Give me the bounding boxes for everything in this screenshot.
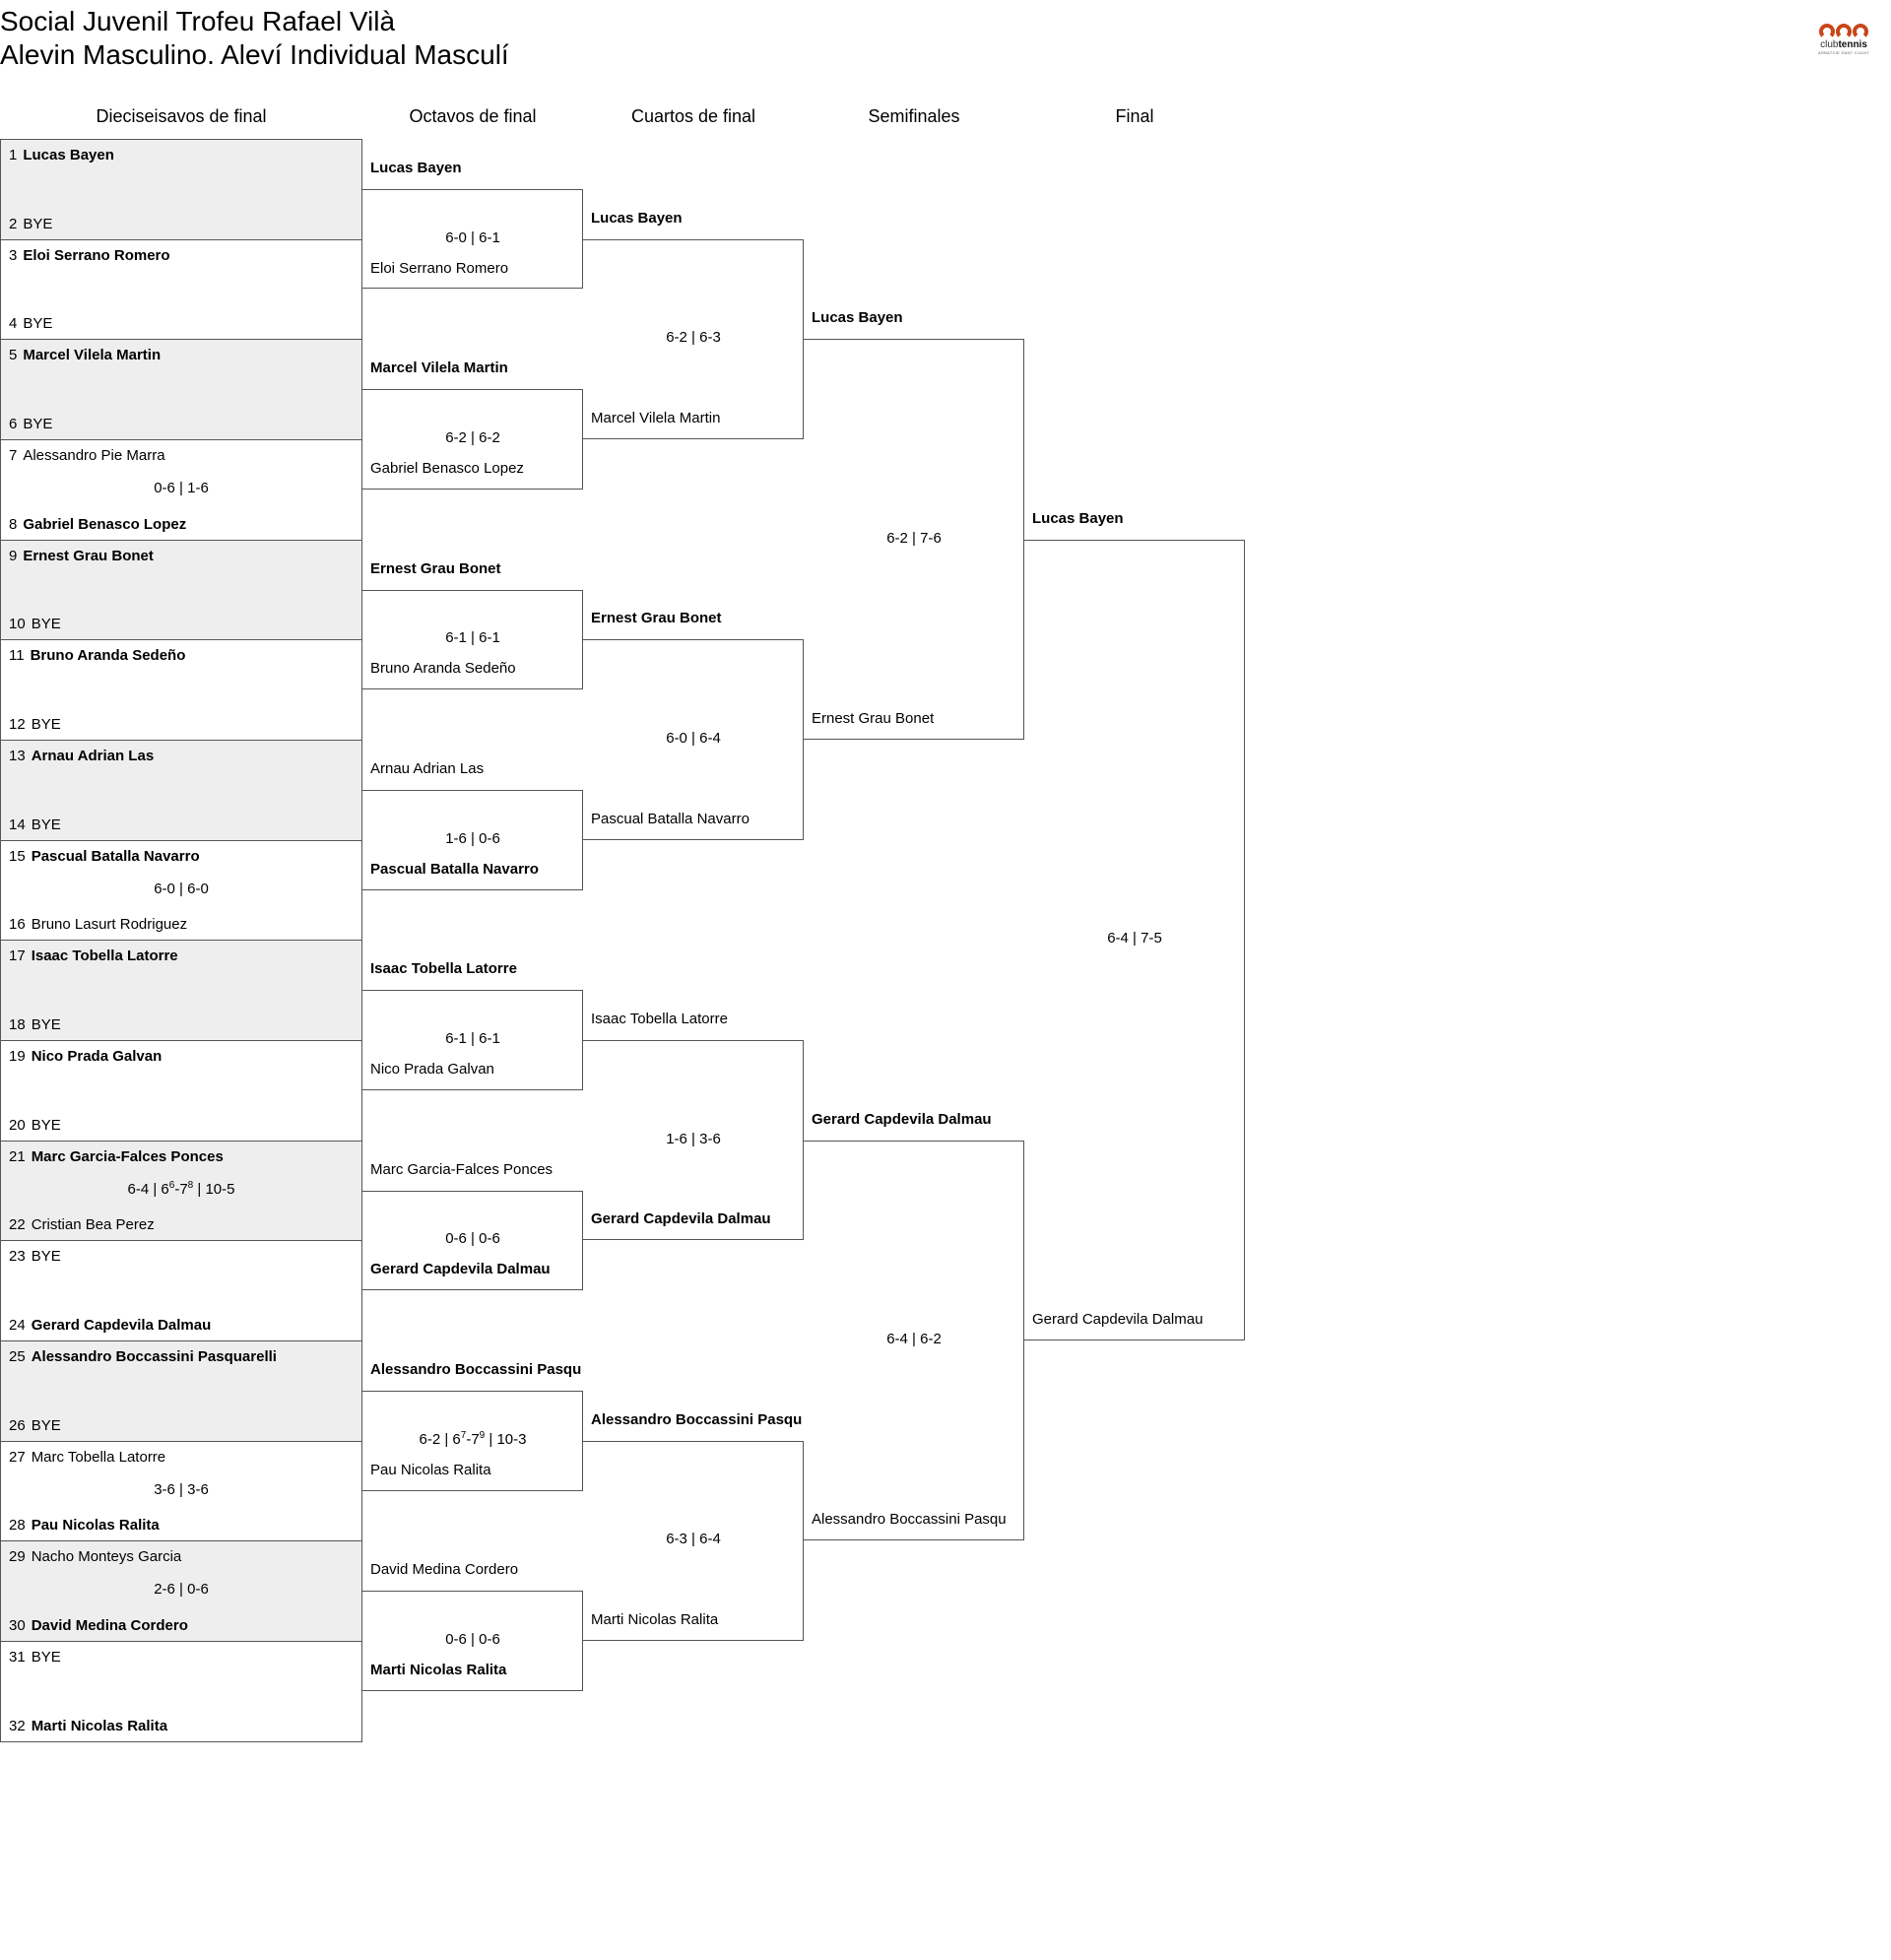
player-name[interactable]: Gerard Capdevila Dalmau [1032,1311,1204,1329]
player-name[interactable]: Isaac Tobella Latorre [370,960,517,978]
club-logo [1814,24,1873,55]
player-entry[interactable] [9,247,170,265]
player-entry[interactable] [9,817,61,834]
player-name[interactable]: Marc Garcia-Falces Ponces [370,1160,554,1178]
player-seed: 32 [9,1717,26,1734]
player-entry[interactable] [9,1449,165,1467]
player-seed: 8 [9,515,18,533]
match-score: 6-3 | 6-4 [666,1531,721,1548]
player-seed: 19 [9,1048,26,1066]
player-seed: 29 [9,1548,26,1566]
player-seed: 15 [9,847,26,865]
player-name: BYE [31,1116,61,1134]
player-entry[interactable] [9,1548,181,1566]
match-r32 [0,139,362,240]
player-entry[interactable] [9,848,200,866]
player-name: Marti Nicolas Ralita [31,1717,168,1734]
match-r32 [0,1340,362,1442]
match-r32 [0,239,362,341]
player-name[interactable]: Marti Nicolas Ralita [591,1611,719,1629]
player-name[interactable]: Gerard Capdevila Dalmau [812,1110,992,1128]
player-entry[interactable] [9,516,186,534]
player-name: Ernest Grau Bonet [23,547,154,564]
player-name[interactable]: Isaac Tobella Latorre [591,1011,728,1028]
player-seed: 27 [9,1448,26,1466]
player-entry[interactable] [9,1048,162,1066]
player-name: Pascual Batalla Navarro [31,847,200,865]
match-score: 6-1 | 6-1 [445,629,500,647]
player-name: BYE [31,1649,61,1666]
player-entry[interactable] [9,616,61,633]
match-score: 1-6 | 0-6 [445,829,500,847]
player-seed: 21 [9,1147,26,1165]
player-entry[interactable] [9,315,52,333]
player-seed: 31 [9,1649,26,1666]
player-entry[interactable] [9,1517,160,1535]
match-score: 1-6 | 3-6 [666,1130,721,1147]
player-name: BYE [31,1016,61,1034]
match-score: 6-4 | 6-2 [886,1331,942,1348]
player-entry[interactable] [9,647,185,665]
match-score: 6-4 | 7-5 [1107,930,1162,947]
player-entry[interactable] [9,216,52,233]
player-entry[interactable] [9,748,154,765]
player-name: BYE [31,1248,61,1266]
player-name[interactable]: Ernest Grau Bonet [370,559,501,577]
player-seed: 23 [9,1248,26,1266]
player-entry[interactable] [9,1248,61,1266]
logo-subtitle: ARBATCIE SANT CUGAT [1818,50,1869,55]
player-name: Arnau Adrian Las [31,748,155,765]
player-name[interactable]: Marcel Vilela Martin [591,410,721,426]
player-seed: 26 [9,1416,26,1434]
match-score: 6-2 | $6^7-7^9$ | 10-3 [419,1429,527,1448]
player-name: Alessandro Pie Marra [23,447,165,464]
player-entry[interactable] [9,147,114,164]
match-r32 [0,639,362,741]
player-name[interactable]: Lucas Bayen [812,309,903,327]
player-name[interactable]: Alessandro Boccassini Pasqu [370,1360,582,1378]
match-score: 6-2 | 6-3 [666,329,721,347]
player-entry[interactable] [9,1216,155,1234]
match-r32 [0,1040,362,1142]
match-r32 [0,940,362,1041]
match-score: 0-6 | 0-6 [445,1230,500,1248]
player-seed: 11 [9,647,25,665]
player-name: BYE [23,315,53,333]
player-name: Marc Tobella Latorre [31,1448,166,1466]
player-seed: 22 [9,1216,26,1234]
player-entry[interactable] [9,1649,61,1666]
player-name: Isaac Tobella Latorre [31,947,178,965]
player-entry[interactable] [9,548,154,565]
player-name: BYE [31,716,61,733]
player-seed: 20 [9,1116,26,1134]
match-score: 6-0 | 6-1 [445,229,500,246]
match-score: 6-0 | 6-0 [154,880,209,897]
player-name: Gerard Capdevila Dalmau [31,1317,212,1335]
match-r32 [0,1141,362,1242]
match-r32 [0,439,362,541]
player-seed: 12 [9,716,26,733]
player-seed: 3 [9,246,18,264]
match-r32 [0,1641,362,1742]
player-name[interactable]: David Medina Cordero [370,1561,519,1579]
match-score: 2-6 | 0-6 [154,1581,209,1599]
match-score: 6-1 | 6-1 [445,1030,500,1048]
match-r32 [0,339,362,440]
player-name[interactable]: Marcel Vilela Martin [370,359,508,377]
player-name: Nacho Monteys Garcia [31,1548,182,1566]
player-name[interactable]: Pascual Batalla Navarro [370,860,539,878]
player-name: Nico Prada Galvan [31,1048,163,1066]
player-name: Gabriel Benasco Lopez [23,515,187,533]
player-name[interactable]: Lucas Bayen [370,159,462,176]
player-entry[interactable] [9,447,165,465]
player-seed: 16 [9,916,26,934]
logo-balls-icon [1814,24,1873,39]
player-name[interactable]: Marti Nicolas Ralita [370,1661,507,1678]
round-header: Semifinales [868,106,960,126]
match-score: 6-0 | 6-4 [666,730,721,748]
player-entry[interactable] [9,1417,61,1435]
player-name[interactable]: Eloi Serrano Romero [370,259,509,277]
player-name[interactable]: Nico Prada Galvan [370,1060,494,1078]
player-seed: 13 [9,748,26,765]
player-entry[interactable] [9,416,52,433]
player-entry[interactable] [9,1317,211,1335]
player-seed: 25 [9,1348,26,1366]
player-seed: 2 [9,215,18,232]
player-entry[interactable] [9,347,161,364]
player-name: BYE [31,816,61,833]
player-name: BYE [31,1416,61,1434]
player-name: Bruno Aranda Sedeño [30,647,186,665]
player-name: Bruno Lasurt Rodriguez [31,916,188,934]
player-name: Eloi Serrano Romero [23,246,170,264]
match-score: 3-6 | 3-6 [154,1480,209,1498]
player-name: Lucas Bayen [23,147,114,163]
player-name: Marc Garcia-Falces Ponces [31,1147,224,1165]
player-entry[interactable] [9,916,187,934]
logo-brand: clubtennis [1820,39,1867,50]
player-seed: 10 [9,616,26,633]
match-r32 [0,1540,362,1642]
match-score: 6-2 | 6-2 [445,429,500,446]
player-seed: 18 [9,1016,26,1034]
player-seed: 28 [9,1517,26,1535]
round-header: Cuartos de final [630,106,756,126]
match-r32 [0,1441,362,1542]
player-entry[interactable] [9,947,178,965]
player-entry[interactable] [9,1016,61,1034]
player-name: BYE [23,215,53,232]
match-r32 [0,740,362,841]
player-name[interactable]: Ernest Grau Bonet [812,710,935,728]
player-name[interactable]: Lucas Bayen [1032,509,1124,527]
player-name: Marcel Vilela Martin [23,347,162,364]
match-score: 0-6 | 0-6 [445,1631,500,1649]
player-name: David Medina Cordero [31,1617,188,1635]
player-name[interactable]: Gerard Capdevila Dalmau [370,1261,551,1278]
player-name[interactable]: Arnau Adrian Las [370,759,485,777]
player-name[interactable]: Gerard Capdevila Dalmau [591,1210,771,1228]
player-seed: 4 [9,315,18,333]
player-name[interactable]: Alessandro Boccassini Pasqu [812,1511,1007,1529]
round-header: Final [1115,106,1154,126]
player-seed: 7 [9,447,18,464]
player-seed: 5 [9,347,18,364]
player-name: Pau Nicolas Ralita [31,1517,160,1535]
player-entry[interactable] [9,1718,167,1735]
player-seed: 9 [9,547,18,564]
player-name[interactable]: Pau Nicolas Ralita [370,1461,491,1478]
player-seed: 14 [9,816,26,833]
match-r32 [0,840,362,942]
player-entry[interactable] [9,1348,277,1366]
match-r32 [0,540,362,641]
page-subtitle: Alevin Masculino. Aleví Individual Masculí [0,39,509,70]
player-name: Alessandro Boccassini Pasquarelli [31,1348,277,1366]
player-seed: 1 [9,147,18,163]
player-name[interactable]: Bruno Aranda Sedeño [370,660,516,678]
match-score: 6-4 | $6^6-7^8$ | 10-5 [127,1179,235,1198]
page-title: Social Juvenil Trofeu Rafael Vilà [0,6,396,36]
player-entry[interactable] [9,716,61,734]
match-score: 6-2 | 7-6 [886,529,942,547]
round-header: Dieciseisavos de final [96,106,267,126]
match-r32 [0,1240,362,1341]
player-seed: 30 [9,1617,26,1635]
player-name[interactable]: Gabriel Benasco Lopez [370,459,524,477]
player-entry[interactable] [9,1617,188,1635]
player-name: BYE [23,415,53,432]
player-name: BYE [31,616,61,633]
player-seed: 24 [9,1317,26,1335]
player-seed: 6 [9,415,18,432]
match-score: 0-6 | 1-6 [154,480,209,496]
player-name[interactable]: Lucas Bayen [591,209,683,227]
player-name: Cristian Bea Perez [31,1216,155,1234]
player-entry[interactable] [9,1148,224,1166]
player-name[interactable]: Pascual Batalla Navarro [591,810,750,827]
round-header: Octavos de final [409,106,537,126]
player-entry[interactable] [9,1117,61,1135]
player-name[interactable]: Alessandro Boccassini Pasqu [591,1410,803,1428]
player-seed: 17 [9,947,26,965]
player-name[interactable]: Ernest Grau Bonet [591,610,722,627]
